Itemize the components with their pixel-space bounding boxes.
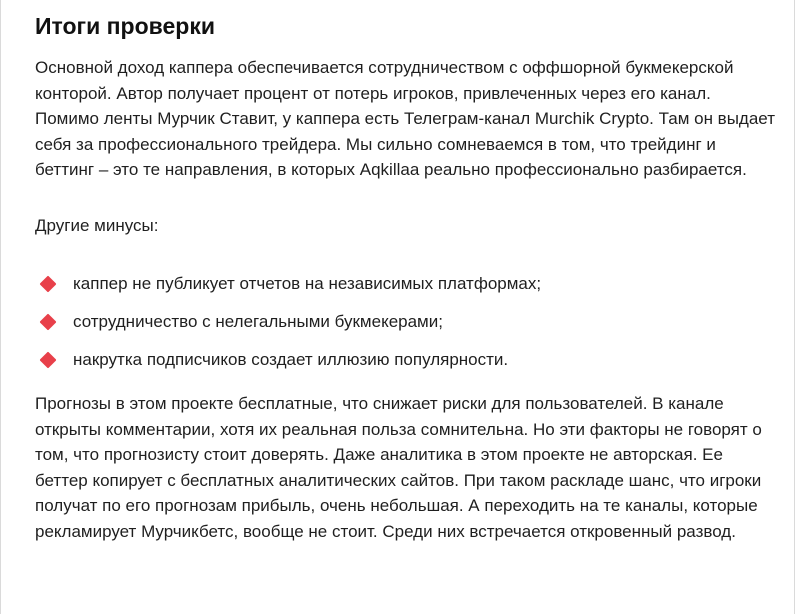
section-title: Итоги проверки bbox=[35, 13, 215, 39]
list-item bbox=[35, 348, 775, 372]
minuses-list bbox=[35, 272, 775, 372]
conclusion-paragraph: Прогнозы в этом проекте бесплатные, что снижает риски для пользователей. В канале открыты комментарии, хотя их реальная польза сомнительна. Но эти факторы не говорят о том, что прогнозисту стоит доверять. Даже аналитика в этом проекте не авторская. Ее беттер копирует с бесплатных аналитических сайтов. При таком раскладе шанс, что игроки получат по его прогнозам прибыль, очень небольшая. А переходить на те каналы, которые рекламирует Мурчикбетс, вообще не стоит. Среди них встречается откровенный развод. bbox=[35, 394, 762, 541]
diamond-bullet-icon bbox=[40, 352, 57, 369]
list-item bbox=[35, 310, 775, 334]
list-item-text: накрутка подписчиков создает иллюзию популярности. bbox=[73, 350, 509, 369]
list-item-text: каппер не публикует отчетов на независимых платформах; bbox=[73, 274, 542, 293]
list-item-text: сотрудничество с нелегальными букмекерами; bbox=[73, 312, 443, 331]
minuses-heading: Другие минусы: bbox=[35, 215, 159, 235]
list-item bbox=[35, 272, 775, 296]
intro-paragraph: Основной доход каппера обеспечивается сотрудничеством с оффшорной букмекерской конторой. Автор получает процент от потерь игроков, привлеченных через его канал. Помимо ленты Мурчик Ставит, у каппера есть Телеграм-канал Murchik Crypto. Там он выдает себя за профессионального трейдера. Мы сильно сомневаемся в том, что трейдинг и беттинг – это те направления, в которых Aqkillaa реально профессионально разбирается. bbox=[35, 58, 775, 179]
article-section bbox=[35, 12, 775, 544]
diamond-bullet-icon bbox=[40, 276, 57, 293]
diamond-bullet-icon bbox=[40, 314, 57, 331]
